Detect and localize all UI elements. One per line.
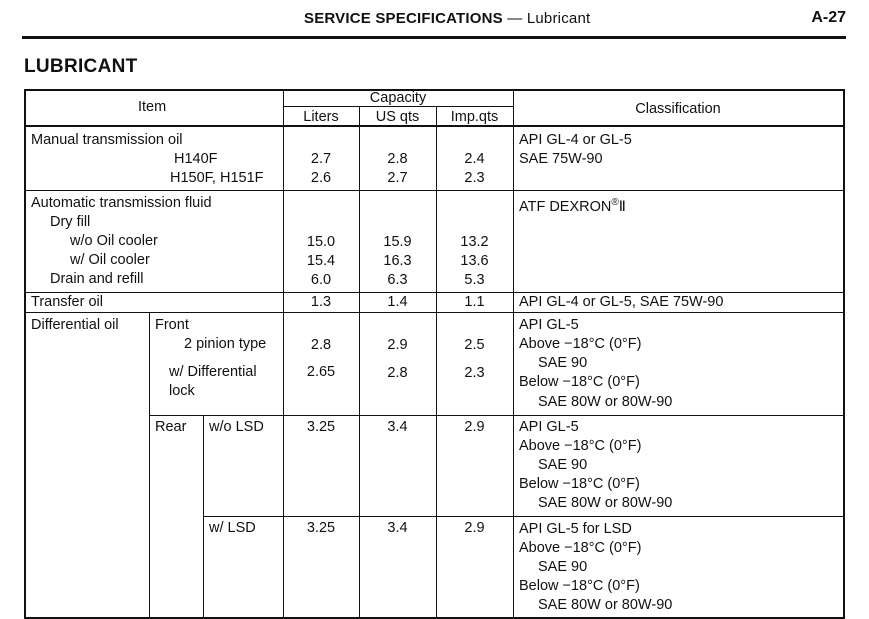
rear-r1-class-1: API GL-5 <box>519 419 579 435</box>
at-class-suffix: Ⅱ <box>618 199 626 215</box>
at-label: Automatic transmission fluid <box>31 195 212 211</box>
front-r2-usqts: 2.8 <box>387 365 408 381</box>
row-divider-transfer <box>24 312 845 313</box>
front-r1-impqts: 2.5 <box>464 337 485 353</box>
at-r1-impqts: 13.2 <box>460 234 489 250</box>
header-title-bold: SERVICE SPECIFICATIONS <box>304 10 503 27</box>
rear-r2-class-5: SAE 80W or 80W-90 <box>538 597 673 613</box>
header-dash: — <box>507 10 523 27</box>
col-header-classification: Classification <box>635 101 721 117</box>
mt-r2-liters: 2.6 <box>310 170 332 186</box>
table-border-left <box>24 89 26 619</box>
at-r1-usqts: 15.9 <box>383 234 412 250</box>
mt-r1-label: H140F <box>174 151 218 167</box>
mt-r1-usqts: 2.8 <box>387 151 408 167</box>
col-line-rear-sub <box>203 415 204 619</box>
rear-r1-class-5: SAE 80W or 80W-90 <box>538 495 673 511</box>
col-header-capacity: Capacity <box>369 90 427 106</box>
rear-r1-usqts: 3.4 <box>387 419 408 435</box>
col-header-usqts: US qts <box>375 109 420 125</box>
front-r1-label: 2 pinion type <box>184 336 267 352</box>
front-r2-label-b: lock <box>169 383 195 399</box>
at-r1-liters: 15.0 <box>306 234 336 250</box>
at-r3-usqts: 6.3 <box>387 272 408 288</box>
front-r2-label-a: w/ Differential <box>169 364 257 380</box>
header-title <box>304 10 590 27</box>
rear-r1-class-2: Above −18°C (0°F) <box>519 438 642 454</box>
rear-r1-liters: 3.25 <box>306 419 336 435</box>
transfer-liters: 1.3 <box>310 294 332 310</box>
rear-r2-class-1: API GL-5 for LSD <box>519 521 632 537</box>
mt-label: Manual transmission oil <box>31 132 183 148</box>
col-header-liters: Liters <box>303 109 339 125</box>
col-header-item: Item <box>138 99 167 115</box>
at-class <box>519 194 626 216</box>
page-header <box>22 8 846 39</box>
mt-r1-impqts: 2.4 <box>464 151 485 167</box>
mt-r1-liters: 2.7 <box>310 151 332 167</box>
diff-rear-label: Rear <box>155 419 187 435</box>
at-r2-liters: 15.4 <box>306 253 336 269</box>
at-dry-fill: Dry fill <box>50 214 91 230</box>
mt-class-line2: SAE 75W-90 <box>519 151 603 167</box>
front-r2-liters: 2.65 <box>306 364 336 380</box>
front-r2-impqts: 2.3 <box>464 365 485 381</box>
at-r3-impqts: 5.3 <box>464 272 485 288</box>
rear-r2-usqts: 3.4 <box>387 520 408 536</box>
at-r2-impqts: 13.6 <box>460 253 489 269</box>
front-class-5: SAE 80W or 80W-90 <box>538 394 673 410</box>
transfer-impqts: 1.1 <box>464 294 485 310</box>
front-class-2: Above −18°C (0°F) <box>519 336 642 352</box>
mt-r2-label: H150F, H151F <box>170 170 264 186</box>
rear-r2-liters: 3.25 <box>306 520 336 536</box>
section-title: LUBRICANT <box>24 56 138 77</box>
transfer-label: Transfer oil <box>31 294 103 310</box>
at-class-main: ATF DEXRON <box>519 199 612 215</box>
at-r3-label: Drain and refill <box>50 271 144 287</box>
col-line-classification <box>513 89 514 619</box>
front-r1-usqts: 2.9 <box>387 337 408 353</box>
at-r2-usqts: 16.3 <box>383 253 412 269</box>
mt-r2-usqts: 2.7 <box>387 170 408 186</box>
registered-mark: ® <box>611 197 619 208</box>
row-divider-rear-lsd <box>203 516 845 517</box>
front-class-3: SAE 90 <box>538 355 588 371</box>
at-r3-liters: 6.0 <box>310 272 332 288</box>
rear-r2-label: w/ LSD <box>209 520 256 536</box>
rear-r2-class-2: Above −18°C (0°F) <box>519 540 642 556</box>
diff-front-label: Front <box>155 317 189 333</box>
table-border-right <box>843 89 845 619</box>
mt-r2-impqts: 2.3 <box>464 170 485 186</box>
rear-r1-class-3: SAE 90 <box>538 457 588 473</box>
rear-r1-label: w/o LSD <box>209 419 264 435</box>
front-r1-liters: 2.8 <box>310 337 332 353</box>
front-class-4: Below −18°C (0°F) <box>519 374 640 390</box>
header-title-rest: Lubricant <box>526 10 591 27</box>
diff-label: Differential oil <box>31 317 119 333</box>
rear-r2-class-3: SAE 90 <box>538 559 588 575</box>
col-header-impqts: Imp.qts <box>450 109 499 125</box>
rear-r2-impqts: 2.9 <box>464 520 485 536</box>
row-divider-mt <box>24 190 845 191</box>
front-class-1: API GL-5 <box>519 317 579 333</box>
rear-r2-class-4: Below −18°C (0°F) <box>519 578 640 594</box>
at-r1-label: w/o Oil cooler <box>70 233 158 249</box>
transfer-usqts: 1.4 <box>387 294 408 310</box>
rear-r1-impqts: 2.9 <box>464 419 485 435</box>
at-r2-label: w/ Oil cooler <box>70 252 150 268</box>
page-number: A-27 <box>811 9 846 26</box>
lubricant-table <box>24 89 845 619</box>
col-line-diff-sub <box>149 312 150 619</box>
mt-class-line1: API GL-4 or GL-5 <box>519 132 632 148</box>
rear-r1-class-4: Below −18°C (0°F) <box>519 476 640 492</box>
transfer-class: API GL-4 or GL-5, SAE 75W-90 <box>519 294 724 310</box>
row-divider-front <box>149 415 845 416</box>
